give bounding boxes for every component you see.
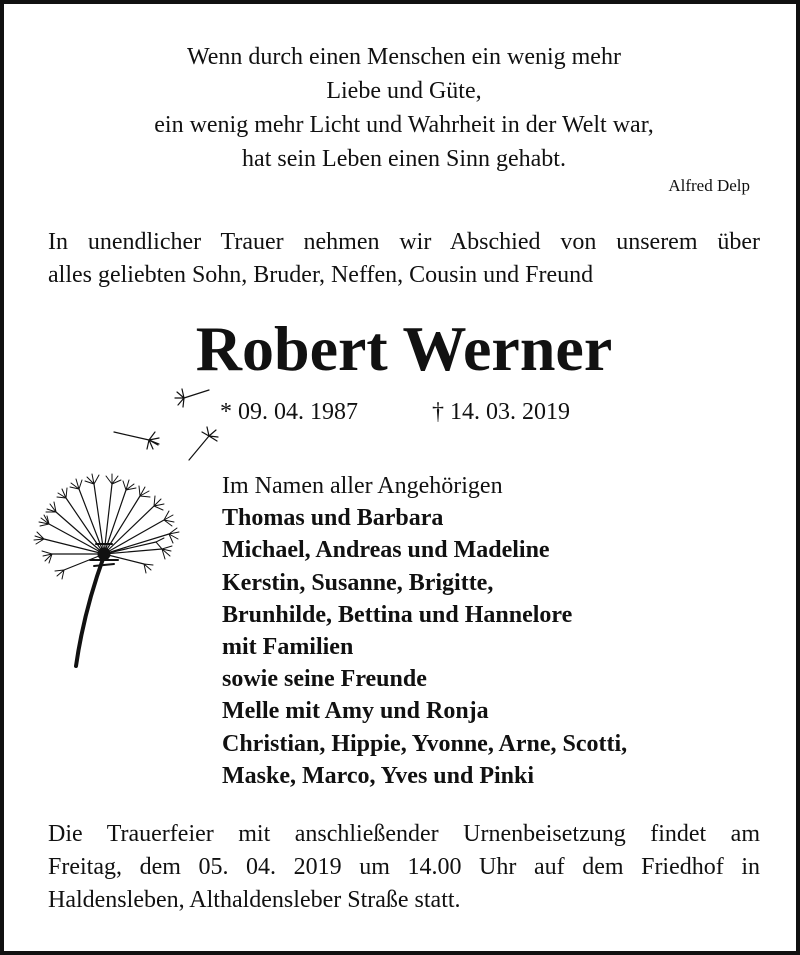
- intro-text: [48, 226, 760, 292]
- mourner-line: Christian, Hippie, Yvonne, Arne, Scotti,: [222, 730, 628, 757]
- mourner-line: mit Familien: [222, 634, 354, 661]
- mourner-line: Kerstin, Susanne, Brigitte,: [222, 569, 494, 596]
- mourner-line: Thomas und Barbara: [222, 505, 444, 532]
- quote-line: ein wenig mehr Licht und Wahrheit in der Welt war,: [154, 112, 654, 138]
- service-line: Haldensleben, Althaldensleber Straße statt.: [48, 887, 461, 913]
- mourner-line: Maske, Marco, Yves und Pinki: [222, 762, 535, 789]
- mourner-line: Brunhilde, Bettina und Hannelore: [222, 601, 573, 628]
- intro-line: In unendlicher Trauer nehmen wir Abschied von unserem über: [48, 229, 760, 255]
- quote-line: hat sein Leben einen Sinn gehabt.: [242, 146, 566, 172]
- mourners-list: [222, 470, 627, 792]
- funeral-service-info: [48, 818, 760, 917]
- quote-line: Wenn durch einen Menschen ein wenig mehr: [187, 44, 621, 70]
- service-line: Die Trauerfeier mit anschließender Urnenbeisetzung findet am: [48, 821, 760, 847]
- mourners-intro: Im Namen aller Angehörigen: [222, 473, 503, 499]
- mourner-line: Melle mit Amy und Ronja: [222, 698, 489, 725]
- quote: [44, 40, 764, 176]
- death-date: † 14. 03. 2019: [432, 399, 570, 425]
- mourner-line: Michael, Andreas und Madeline: [222, 537, 550, 564]
- mourner-line: sowie seine Freunde: [222, 666, 427, 693]
- intro-line: alles geliebten Sohn, Bruder, Neffen, Cousin und Freund: [48, 262, 594, 288]
- dandelion-icon: [4, 374, 224, 674]
- deceased-name: Robert Werner: [195, 313, 613, 384]
- birth-date: * 09. 04. 1987: [220, 399, 358, 425]
- service-line: Freitag, dem 05. 04. 2019 um 14.00 Uhr auf dem Friedhof in: [48, 854, 760, 880]
- quote-author: Alfred Delp: [668, 176, 750, 195]
- quote-line: Liebe und Güte,: [326, 78, 482, 104]
